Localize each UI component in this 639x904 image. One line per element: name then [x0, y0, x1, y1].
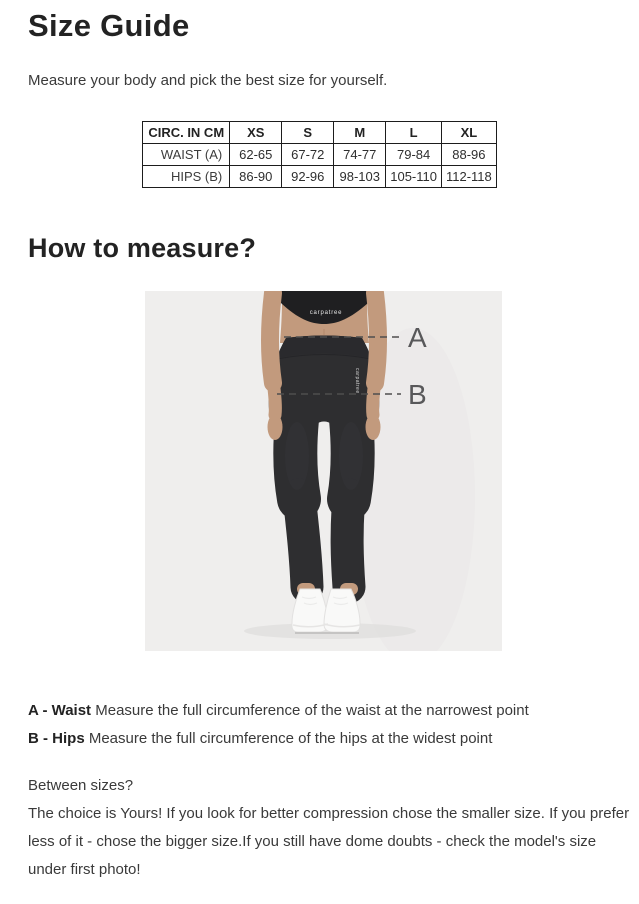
size-guide-page [0, 7, 639, 904]
hips-m: 98-103 [334, 166, 386, 188]
note-hips-description: Measure the full circumference of the hips at the widest point [88, 730, 493, 747]
row-label-hips: HIPS (B) [143, 166, 230, 188]
advice-line-3: under first photo! [28, 861, 141, 878]
table-row-hips [143, 166, 497, 188]
col-header-unit: CIRC. IN CM [143, 122, 230, 144]
note-hips-term: B - Hips [28, 730, 85, 747]
col-header-s: S [282, 122, 334, 144]
note-waist-term: A - Waist [28, 702, 92, 719]
thigh-highlight-left [285, 422, 309, 490]
hips-xs: 86-90 [230, 166, 282, 188]
advice-line-1: The choice is Yours! If you look for better compression chose the smaller size. If you prefer [28, 805, 630, 822]
hand-left [268, 414, 283, 440]
note-waist [28, 697, 611, 725]
waist-xl: 88-96 [441, 144, 496, 166]
waist-xs: 62-65 [230, 144, 282, 166]
hand-right [366, 414, 381, 440]
marker-b-label: B [408, 379, 427, 410]
col-header-xs: XS [230, 122, 282, 144]
waist-s: 67-72 [282, 144, 334, 166]
advice-question: Between sizes? [28, 777, 134, 794]
page-subtitle: Measure your body and pick the best size for yourself. [28, 72, 388, 89]
measurement-figure [145, 291, 502, 651]
hips-xl: 112-118 [441, 166, 496, 188]
leggings-brand-logo: carpatree [354, 368, 360, 394]
table-row-waist [143, 144, 497, 166]
note-hips [28, 725, 611, 753]
measure-notes [28, 697, 611, 753]
marker-a-label: A [408, 322, 427, 353]
size-table-wrapper [0, 121, 639, 188]
col-header-l: L [386, 122, 442, 144]
how-to-measure-title: How to measure? [28, 233, 257, 263]
sizing-advice [28, 772, 630, 884]
waist-m: 74-77 [334, 144, 386, 166]
row-label-waist: WAIST (A) [143, 144, 230, 166]
hips-s: 92-96 [282, 166, 334, 188]
note-waist-description: Measure the full circumference of the waist at the narrowest point [95, 702, 529, 719]
col-header-xl: XL [441, 122, 496, 144]
size-table-header-row [143, 122, 497, 144]
advice-line-2: less of it - chose the bigger size.If you still have dome doubts - check the model's size [28, 833, 597, 850]
waist-l: 79-84 [386, 144, 442, 166]
page-title: Size Guide [28, 8, 190, 43]
bra-brand-logo: carpatree [309, 310, 343, 316]
size-table [142, 121, 497, 188]
col-header-m: M [334, 122, 386, 144]
model-photo [145, 291, 502, 651]
thigh-highlight-right [339, 422, 363, 490]
hips-l: 105-110 [386, 166, 442, 188]
